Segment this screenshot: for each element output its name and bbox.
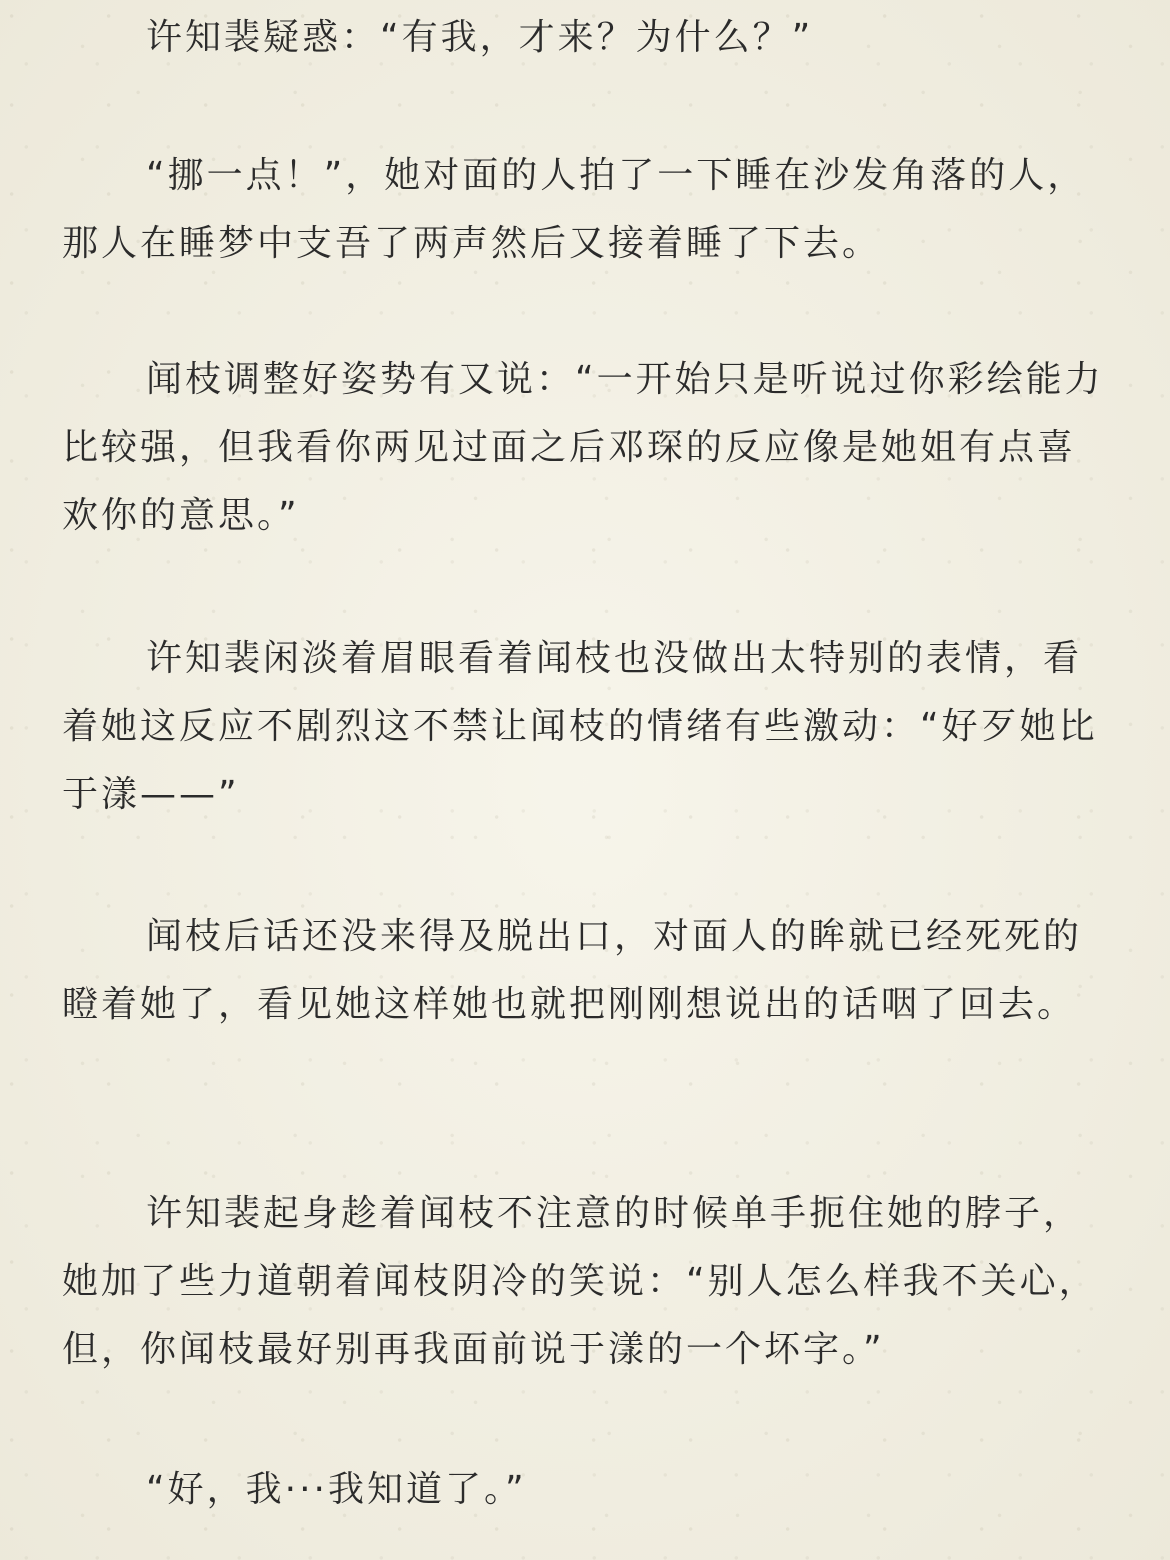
paragraph: 许知裴疑惑：“有我，才来？为什么？” (146, 17, 814, 58)
paragraph: “挪一点！”，她对面的人拍了一下睡在沙发角落的人，那人在睡梦中支吾了两声然后又接着睡了下去。 (62, 155, 1087, 264)
paragraph: 闻枝调整好姿势有又说：“一开始只是听说过你彩绘能力比较强，但我看你两见过面之后邓琛的反应像是她姐有点喜欢你的意思。” (62, 359, 1104, 536)
paragraph: “好，我···我知道了。” (146, 1469, 527, 1510)
paragraph: 闻枝后话还没来得及脱出口，对面人的眸就已经死死的瞪着她了，看见她这样她也就把刚刚想说出的话咽了回去。 (62, 916, 1083, 1025)
paragraph: 许知裴起身趁着闻枝不注意的时候单手扼住她的脖子，她加了些力道朝着闻枝阴冷的笑说：“别人怎么样我不关心，但，你闻枝最好别再我面前说于漾的一个坏字。” (62, 1193, 1098, 1370)
paragraph: 许知裴闲淡着眉眼看着闻枝也没做出太特别的表情，看着她这反应不剧烈这不禁让闻枝的情绪有些激动：“好歹她比于漾——” (62, 638, 1098, 815)
